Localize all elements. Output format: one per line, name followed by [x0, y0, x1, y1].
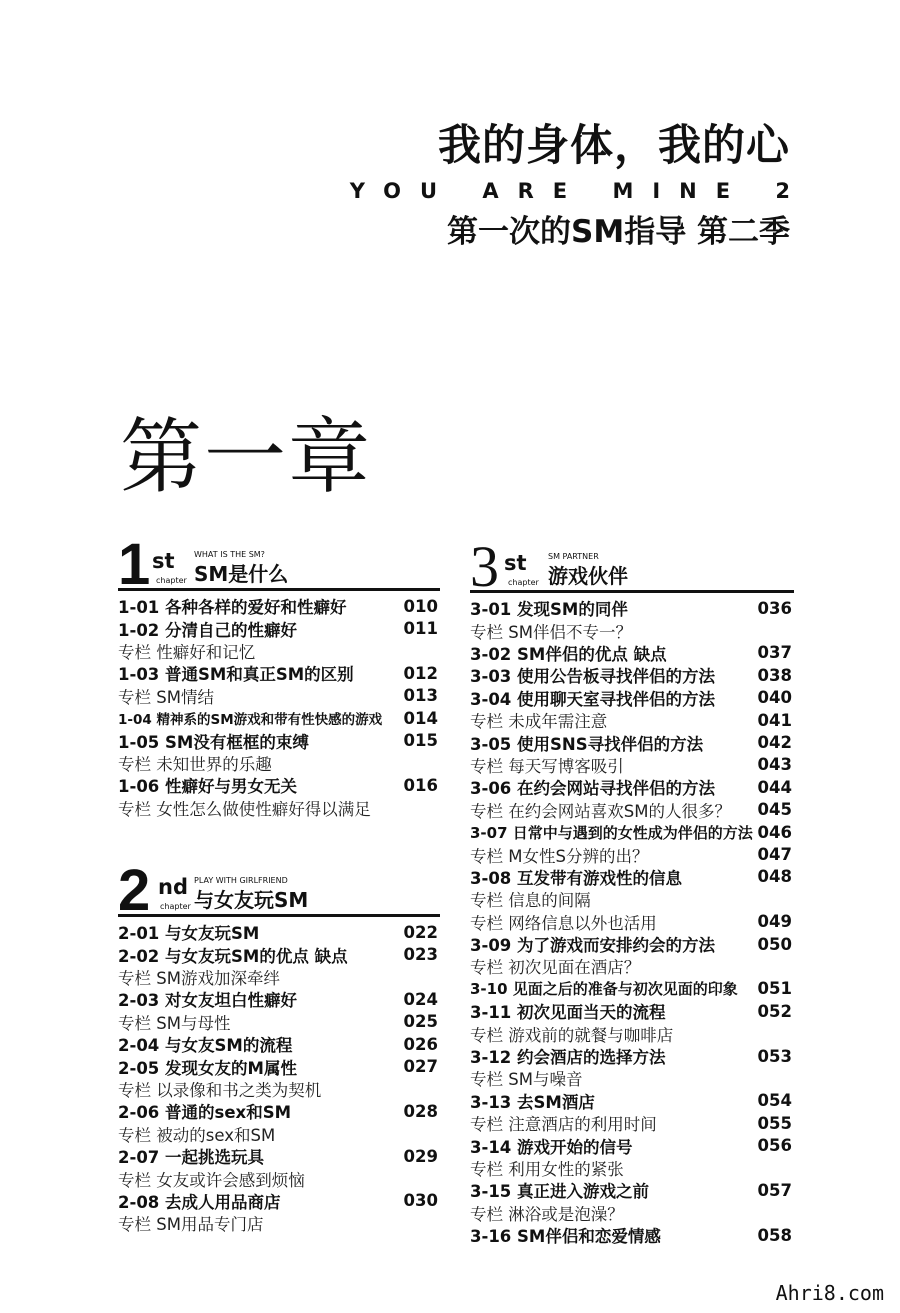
entry-title: 2-07 一起挑选玩具 — [118, 1148, 265, 1168]
toc-column-entry — [470, 1202, 794, 1224]
toc-column-entry — [118, 685, 440, 707]
entry-title: 2-06 普通的sex和SM — [118, 1103, 291, 1123]
toc-column-entry — [118, 1123, 440, 1145]
toc-column-entry — [118, 966, 440, 988]
entry-page: 036 — [757, 598, 792, 618]
toc-entry — [118, 774, 440, 796]
entry-page: 041 — [757, 710, 792, 730]
entry-title: 3-14 游戏开始的信号 — [470, 1137, 633, 1157]
entry-title: 3-06 在约会网站寻找伴侣的方法 — [470, 779, 716, 799]
entry-page: 042 — [757, 733, 792, 753]
entry-title: 1-06 性癖好与男女无关 — [118, 777, 298, 797]
section-title-en: PLAY WITH GIRLFRIEND — [194, 876, 288, 885]
section-title-cn: 与女友玩SM — [194, 888, 309, 912]
toc-entry — [470, 1134, 794, 1156]
section-header — [470, 532, 794, 599]
entry-page: 026 — [403, 1034, 438, 1054]
toc-entry — [470, 1045, 794, 1067]
entry-title: 专栏 淋浴或是泡澡？ — [470, 1204, 624, 1224]
section-suffix: st — [504, 551, 527, 575]
entry-page: 010 — [403, 596, 438, 616]
entry-title: 2-01 与女友玩SM — [118, 924, 260, 944]
toc-entry — [118, 921, 440, 943]
entry-page: 051 — [757, 979, 792, 999]
toc-entry — [118, 1055, 440, 1077]
toc-entry — [470, 597, 794, 619]
entry-page: 058 — [757, 1225, 792, 1245]
toc-column-entry — [118, 1212, 440, 1234]
entry-title: 专栏 游戏前的就餐与咖啡店 — [470, 1025, 674, 1045]
entry-page: 055 — [757, 1113, 792, 1133]
entry-page: 052 — [757, 1001, 792, 1021]
toc-column-entry — [470, 619, 794, 641]
entry-title: 1-05 SM没有框框的束缚 — [118, 732, 309, 752]
entry-page: 028 — [403, 1101, 438, 1121]
entry-title: 1-01 各种各样的爱好和性癖好 — [118, 598, 347, 618]
section-number: 1 — [118, 532, 151, 597]
toc-entry — [470, 642, 794, 664]
entry-page: 029 — [403, 1146, 438, 1166]
entry-title: 3-05 使用SNS寻找伴侣的方法 — [470, 734, 704, 754]
toc-column-entry — [118, 1167, 440, 1189]
section-header — [118, 856, 440, 923]
entry-title: 专栏 SM情结 — [118, 687, 214, 707]
section-title-en: WHAT IS THE SM? — [194, 550, 265, 559]
toc-entries — [118, 595, 440, 819]
entry-page: 024 — [403, 989, 438, 1009]
entry-page: 045 — [757, 800, 792, 820]
toc-column-entry — [470, 1112, 794, 1134]
entry-page: 013 — [403, 686, 438, 706]
entry-title: 2-05 发现女友的M属性 — [118, 1058, 297, 1078]
entry-page: 038 — [757, 665, 792, 685]
section-header — [118, 530, 440, 597]
section-suffix: st — [152, 549, 175, 573]
entry-title: 专栏 网络信息以外也活用 — [470, 913, 657, 933]
entry-title: 3-10 见面之后的准备与初次见面的印象 — [470, 980, 738, 999]
entry-title: 专栏 初次见面在酒店？ — [470, 958, 641, 978]
entry-title: 2-02 与女友玩SM的优点 缺点 — [118, 946, 348, 966]
toc-entry — [470, 978, 794, 1000]
entry-page: 050 — [757, 934, 792, 954]
entry-title: 专栏 未知世界的乐趣 — [118, 754, 272, 774]
toc-column-entry — [118, 640, 440, 662]
entry-page: 047 — [757, 844, 792, 864]
entry-title: 专栏 SM用品专门店 — [118, 1215, 264, 1235]
entry-title: 专栏 SM与母性 — [118, 1013, 231, 1033]
toc-entry — [118, 729, 440, 751]
book-title: 我的身体，我的心 — [438, 121, 790, 171]
book-subtitle-cn: 第一次的SM指导 第二季 — [447, 214, 790, 250]
toc-entry — [470, 1090, 794, 1112]
entry-title: 专栏 SM伴侣不专一？ — [470, 622, 632, 642]
toc-entry — [470, 731, 794, 753]
section-number: 3 — [470, 534, 499, 599]
entry-title: 3-15 真正进入游戏之前 — [470, 1182, 650, 1202]
toc-column-entry — [470, 910, 794, 932]
entry-title: 专栏 注意酒店的利用时间 — [470, 1115, 657, 1135]
toc-section-1 — [118, 530, 440, 819]
toc-entry — [118, 617, 440, 639]
toc-entry — [118, 662, 440, 684]
entry-title: 专栏 每天写博客吸引 — [470, 756, 624, 776]
toc-section-2 — [118, 856, 440, 1234]
entry-title: 3-11 初次见面当天的流程 — [470, 1003, 666, 1023]
section-number: 2 — [118, 858, 151, 923]
entry-title: 专栏 被动的sex和SM — [118, 1125, 276, 1145]
toc-column-entry — [118, 1011, 440, 1033]
toc-entry — [470, 866, 794, 888]
entry-page: 043 — [757, 755, 792, 775]
entry-title: 3-09 为了游戏而安排约会的方法 — [470, 936, 716, 956]
toc-entry — [470, 1179, 794, 1201]
entry-title: 专栏 女友或许会感到烦恼 — [118, 1170, 305, 1190]
entry-title: 1-04 精神系的SM游戏和带有性快感的游戏 — [118, 712, 383, 729]
entry-page: 044 — [757, 777, 792, 797]
toc-entry — [470, 664, 794, 686]
toc-entry — [470, 1224, 794, 1246]
entry-title: 1-02 分清自己的性癖好 — [118, 620, 298, 640]
toc-column-entry — [470, 843, 794, 865]
section-chapter-word: chapter — [508, 578, 539, 587]
section-title-cn: 游戏伙伴 — [548, 564, 628, 588]
toc-section-3 — [470, 532, 794, 1246]
entry-page: 023 — [403, 945, 438, 965]
entry-title: 专栏 SM与噪音 — [470, 1070, 583, 1090]
entry-page: 027 — [403, 1057, 438, 1077]
toc-entry — [470, 933, 794, 955]
toc-entry — [470, 776, 794, 798]
entry-title: 专栏 在约会网站喜欢SM的人很多？ — [470, 801, 731, 821]
entry-page: 037 — [757, 643, 792, 663]
entry-page: 022 — [403, 922, 438, 942]
toc-entries — [118, 921, 440, 1234]
toc-column-entry — [470, 799, 794, 821]
entry-title: 专栏 信息的间隔 — [470, 891, 591, 911]
entry-title: 专栏 M女性S分辨的出？ — [470, 846, 649, 866]
book-header — [349, 118, 809, 254]
entry-page: 040 — [757, 688, 792, 708]
toc-column-entry — [118, 1078, 440, 1100]
entry-page: 057 — [757, 1180, 792, 1200]
toc-entry — [118, 1145, 440, 1167]
entry-page: 048 — [757, 867, 792, 887]
entry-page: 015 — [403, 731, 438, 751]
toc-entry — [470, 687, 794, 709]
entry-title: 2-08 去成人用品商店 — [118, 1192, 281, 1212]
entry-title: 专栏 利用女性的紧张 — [470, 1159, 624, 1179]
watermark: Ahri8.com — [775, 1281, 884, 1305]
toc-column-entry — [470, 1157, 794, 1179]
entry-title: 1-03 普通SM和真正SM的区别 — [118, 665, 354, 685]
toc-column-entry — [470, 1067, 794, 1089]
entry-title: 专栏 未成年需注意 — [470, 712, 608, 732]
entry-page: 012 — [403, 663, 438, 683]
entry-page: 046 — [757, 822, 792, 842]
entry-page: 025 — [403, 1012, 438, 1032]
entry-title: 2-04 与女友SM的流程 — [118, 1036, 293, 1056]
entry-page: 054 — [757, 1091, 792, 1111]
chapter-title: 第一章 — [120, 410, 373, 505]
toc-entry — [118, 1190, 440, 1212]
entry-title: 2-03 对女友坦白性癖好 — [118, 991, 298, 1011]
entry-page: 030 — [403, 1191, 438, 1211]
section-title-cn: SM是什么 — [194, 562, 289, 586]
entry-title: 3-03 使用公告板寻找伴侣的方法 — [470, 667, 716, 687]
section-chapter-word: chapter — [156, 576, 187, 585]
entry-title: 3-12 约会酒店的选择方法 — [470, 1048, 666, 1068]
entry-title: 3-04 使用聊天室寻找伴侣的方法 — [470, 689, 716, 709]
book-subtitle-en: YOU ARE MINE 2 — [349, 179, 809, 203]
entry-title: 3-13 去SM酒店 — [470, 1092, 595, 1112]
entry-title: 专栏 性癖好和记忆 — [118, 642, 256, 662]
toc-column-entry — [470, 955, 794, 977]
toc-entry — [118, 707, 440, 729]
entry-title: 3-16 SM伴侣和恋爱情感 — [470, 1227, 661, 1247]
entry-title: 专栏 SM游戏加深牵绊 — [118, 968, 280, 988]
toc-entry — [470, 1000, 794, 1022]
entry-page: 049 — [757, 912, 792, 932]
entry-title: 专栏 以录像和书之类为契机 — [118, 1080, 322, 1100]
toc-entry — [118, 1100, 440, 1122]
entry-page: 011 — [403, 619, 438, 639]
entry-title: 3-08 互发带有游戏性的信息 — [470, 868, 683, 888]
section-chapter-word: chapter — [160, 902, 191, 911]
toc-column-entry — [470, 709, 794, 731]
toc-entry — [118, 1033, 440, 1055]
entry-title: 3-07 日常中与遇到的女性成为伴侣的方法 — [470, 823, 753, 842]
entry-page: 053 — [757, 1046, 792, 1066]
entry-title: 专栏 女性怎么做使性癖好得以满足 — [118, 799, 371, 819]
toc-entry — [118, 943, 440, 965]
entry-page: 014 — [403, 708, 438, 728]
entry-title: 3-01 发现SM的同伴 — [470, 600, 628, 620]
toc-column-entry — [470, 754, 794, 776]
toc-column-entry — [118, 752, 440, 774]
toc-entry — [470, 821, 794, 843]
toc-entry — [118, 595, 440, 617]
toc-column-entry — [470, 1022, 794, 1044]
toc-entries — [470, 597, 794, 1246]
toc-column-entry — [118, 797, 440, 819]
toc-column-entry — [470, 888, 794, 910]
entry-page: 056 — [757, 1136, 792, 1156]
section-title-en: SM PARTNER — [548, 552, 599, 561]
entry-title: 3-02 SM伴侣的优点 缺点 — [470, 644, 667, 664]
entry-page: 016 — [403, 775, 438, 795]
toc-entry — [118, 988, 440, 1010]
section-suffix: nd — [158, 875, 188, 899]
